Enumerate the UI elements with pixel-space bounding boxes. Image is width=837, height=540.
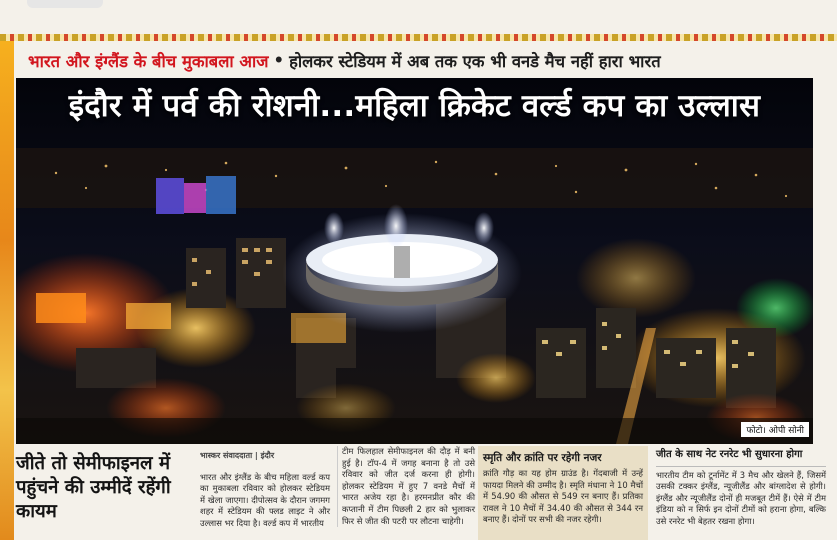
decorative-border (0, 34, 837, 41)
story-headline: जीते तो सेमीफाइनल में पहुंचने की उम्मीदें रहेंगी कायम (16, 453, 171, 522)
sidebar-box (478, 446, 648, 540)
side-story-text: भारतीय टीम को टूर्नामेंट में 3 मैच और खेलने हैं, जिसमें उसकी टक्कर इंग्लैंड, न्यूजीलैंड और बांग्लादेश से होगी। इंग्लैंड और न्यूजीलैंड दोनों ही मजबूत टीमें हैं। ऐसे में टीम इंडिया को न सिर्फ इन दोनों टीमों को हराना होगा, बल्कि उसे रनरेट भी बेहतर रखना होगा। (656, 469, 826, 526)
strapline-separator: • (273, 50, 285, 70)
strapline-dark-text: होलकर स्टेडियम में अब तक एक भी वनडे मैच नहीं हारा भारत (289, 51, 661, 71)
top-pill-decoration (27, 0, 103, 8)
strapline (14, 44, 827, 76)
sidebar-box-text: क्रांति गौड़ का यह होम ग्राउंड है। गेंदबाजी में उन्हें फायदा मिलने की उम्मीद है। स्मृति मंधाना ने 10 मैचों में 54.90 की औसत से 549 रन बनाए हैं। प्रतिका रावल ने 10 मैचों में 34.40 की औसत से 344 रन बनाए हैं। दोनों पर सभी की नजर रहेगी। (483, 468, 643, 525)
night-city-illustration (16, 78, 813, 444)
strapline-red-text: भारत और इंग्लैंड के बीच मुकाबला आज (28, 51, 269, 71)
story-column-1-text: भारत और इंग्लैंड के बीच महिला वर्ल्ड कप का मुकाबला रविवार को होलकर स्टेडियम में खेला जाएगा। दीपोत्सव के दौरान जगमग शहर में स्टेडियम की फ्लड लाइट ने और उल्लास भर दिया है। वर्ल्ड कप में भारतीय (200, 471, 330, 528)
photo-headline: इंदौर में पर्व की रोशनी...महिला क्रिकेट वर्ल्ड कप का उल्लास (68, 88, 761, 124)
photo-credit: फोटो। ओपी सोनी (741, 422, 809, 437)
bottom-article-section (14, 446, 837, 540)
side-color-strip (0, 41, 14, 540)
sidebar-box-title: स्मृति और क्रांति पर रहेगी नजर (483, 452, 602, 464)
night-city-photo (16, 78, 813, 444)
side-story (656, 446, 826, 528)
side-story-title: जीत के साथ नेट रनरेट भी सुधारना होगा (656, 446, 826, 467)
story-byline: भास्कर संवाददाता | इंदौर (200, 451, 275, 460)
story-column-2-text: टीम फिलहाल सेमीफाइनल की दौड़ में बनी हुई है। टॉप-4 में जगह बनाना है तो उसे रविवार को जीत दर्ज करना ही होगी। होलकर स्टेडियम में हुए 7 वनडे मैचों में भारत अजेय रहा है। हरमनप्रीत कौर की कप्तानी में टीम पिछली 2 हार को भुलाकर फिर से जीत की पटरी पर लौटना चाहेगी। (342, 446, 475, 526)
story-column-2 (337, 446, 475, 527)
story-column-1 (200, 450, 330, 530)
